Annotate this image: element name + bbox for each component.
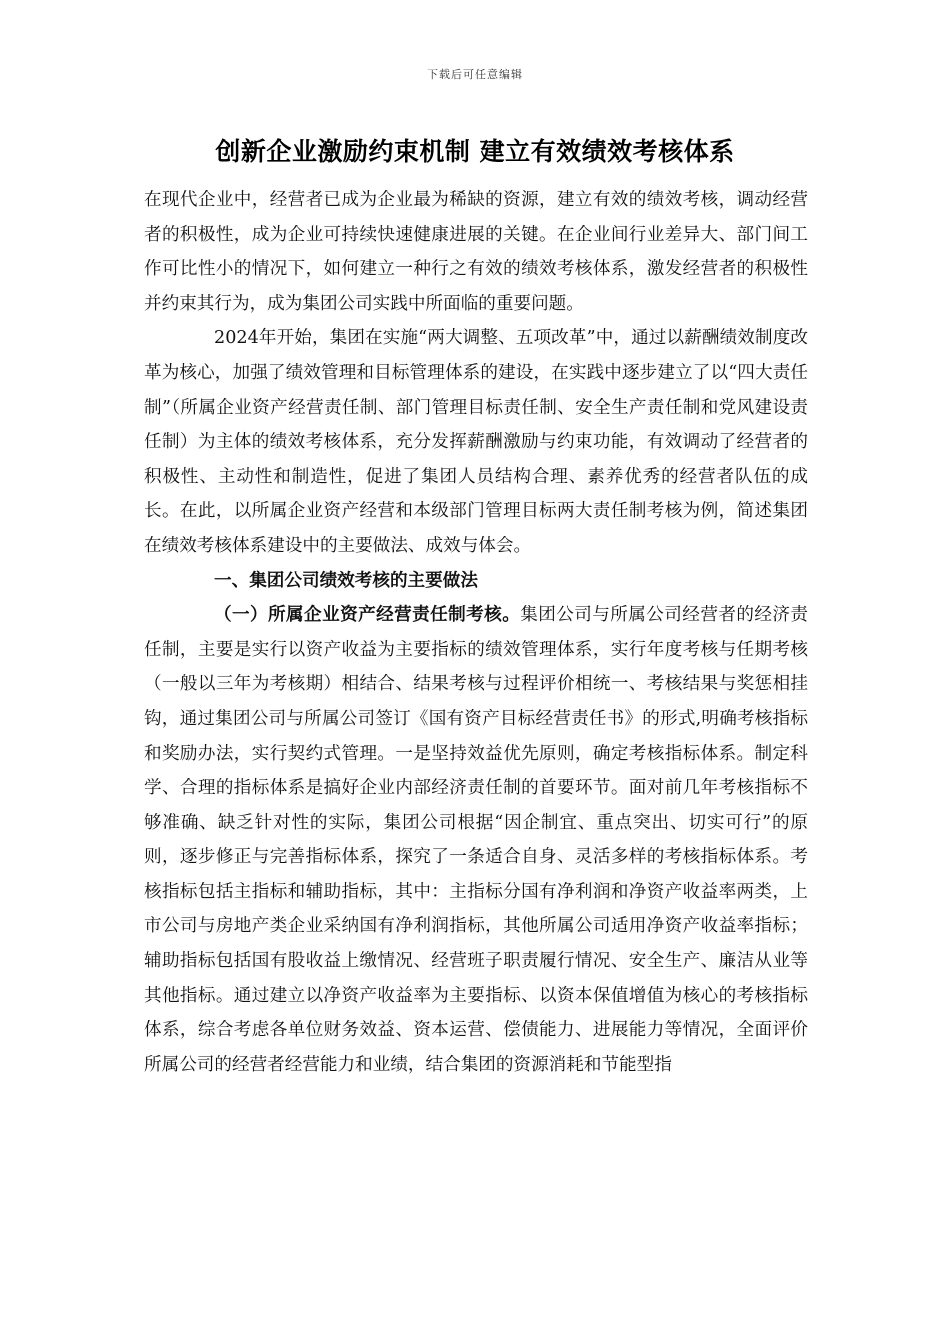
paragraph-intro: 在现代企业中，经营者已成为企业最为稀缺的资源，建立有效的绩效考核，调动经营者的积极性，成为企业可持续快速健康进展的关键。在企业间行业差异大、部门间工作可比性小的情况下，如何建立一种行之有效的绩效考核体系，激发经营者的积极性并约束其行为，成为集团公司实践中所面临的重要问题。 bbox=[144, 190, 808, 314]
document-body bbox=[144, 183, 808, 1082]
section-heading: 一、集团公司绩效考核的主要做法 bbox=[214, 569, 478, 591]
paragraph-section-1 bbox=[144, 598, 808, 1082]
subsection-text: 集团公司与所属公司经营者的经济责任制，主要是实行以资产收益为主要指标的绩效管理体系，实行年度考核与任期考核（一般以三年为考核期）相结合、结果考核与过程评价相统一、考核结果与奖惩相挂钩，通过集团公司与所属公司签订《国有资产目标经营责任书》的形式,明确考核指标和奖励办法，实行契约式管理。一是坚持效益优先原则，确定考核指标体系。制定科学、合理的指标体系是搞好企业内部经济责任制的首要环节。面对前几年考核指标不够准确、缺乏针对性的实际，集团公司根据“因企制宜、重点突出、切实可行”的原则，逐步修正与完善指标体系，探究了一条适合自身、灵活多样的考核指标体系。考核指标包括主指标和辅助指标，其中：主指标分国有净利润和净资产收益率两类，上市公司与房地产类企业采纳国有净利润指标，其他所属公司适用净资产收益率指标；辅助指标包括国有股收益上缴情况、经营班子职责履行情况、安全生产、廉洁从业等其他指标。通过建立以净资产收益率为主要指标、以资本保值增值为核心的考核指标体系，综合考虑各单位财务效益、资本运营、偿债能力、进展能力等情况，全面评价所属公司的经营者经营能力和业绩，结合集团的资源消耗和节能型指 bbox=[144, 605, 808, 1075]
subsection-lead: （一）所属企业资产经营责任制考核。 bbox=[214, 604, 521, 626]
header-note: 下载后可任意编辑 bbox=[427, 68, 523, 81]
document-title: 创新企业激励约束机制 建立有效绩效考核体系 bbox=[215, 137, 735, 166]
paragraph-background: 2024年开始，集团在实施“两大调整、五项改革”中，通过以薪酬绩效制度改革为核心，加强了绩效管理和目标管理体系的建设，在实践中逐步建立了以“四大责任制”（所属企业资产经营责任制、部门管理目标责任制、安全生产责任制和党风建设责任制）为主体的绩效考核体系，充分发挥薪酬激励与约束功能，有效调动了经营者的积极性、主动性和制造性，促进了集团人员结构合理、素养优秀的经营者队伍的成长。在此，以所属企业资产经营和本级部门管理目标两大责任制考核为例，简述集团在绩效考核体系建设中的主要做法、成效与体会。 bbox=[144, 328, 808, 556]
